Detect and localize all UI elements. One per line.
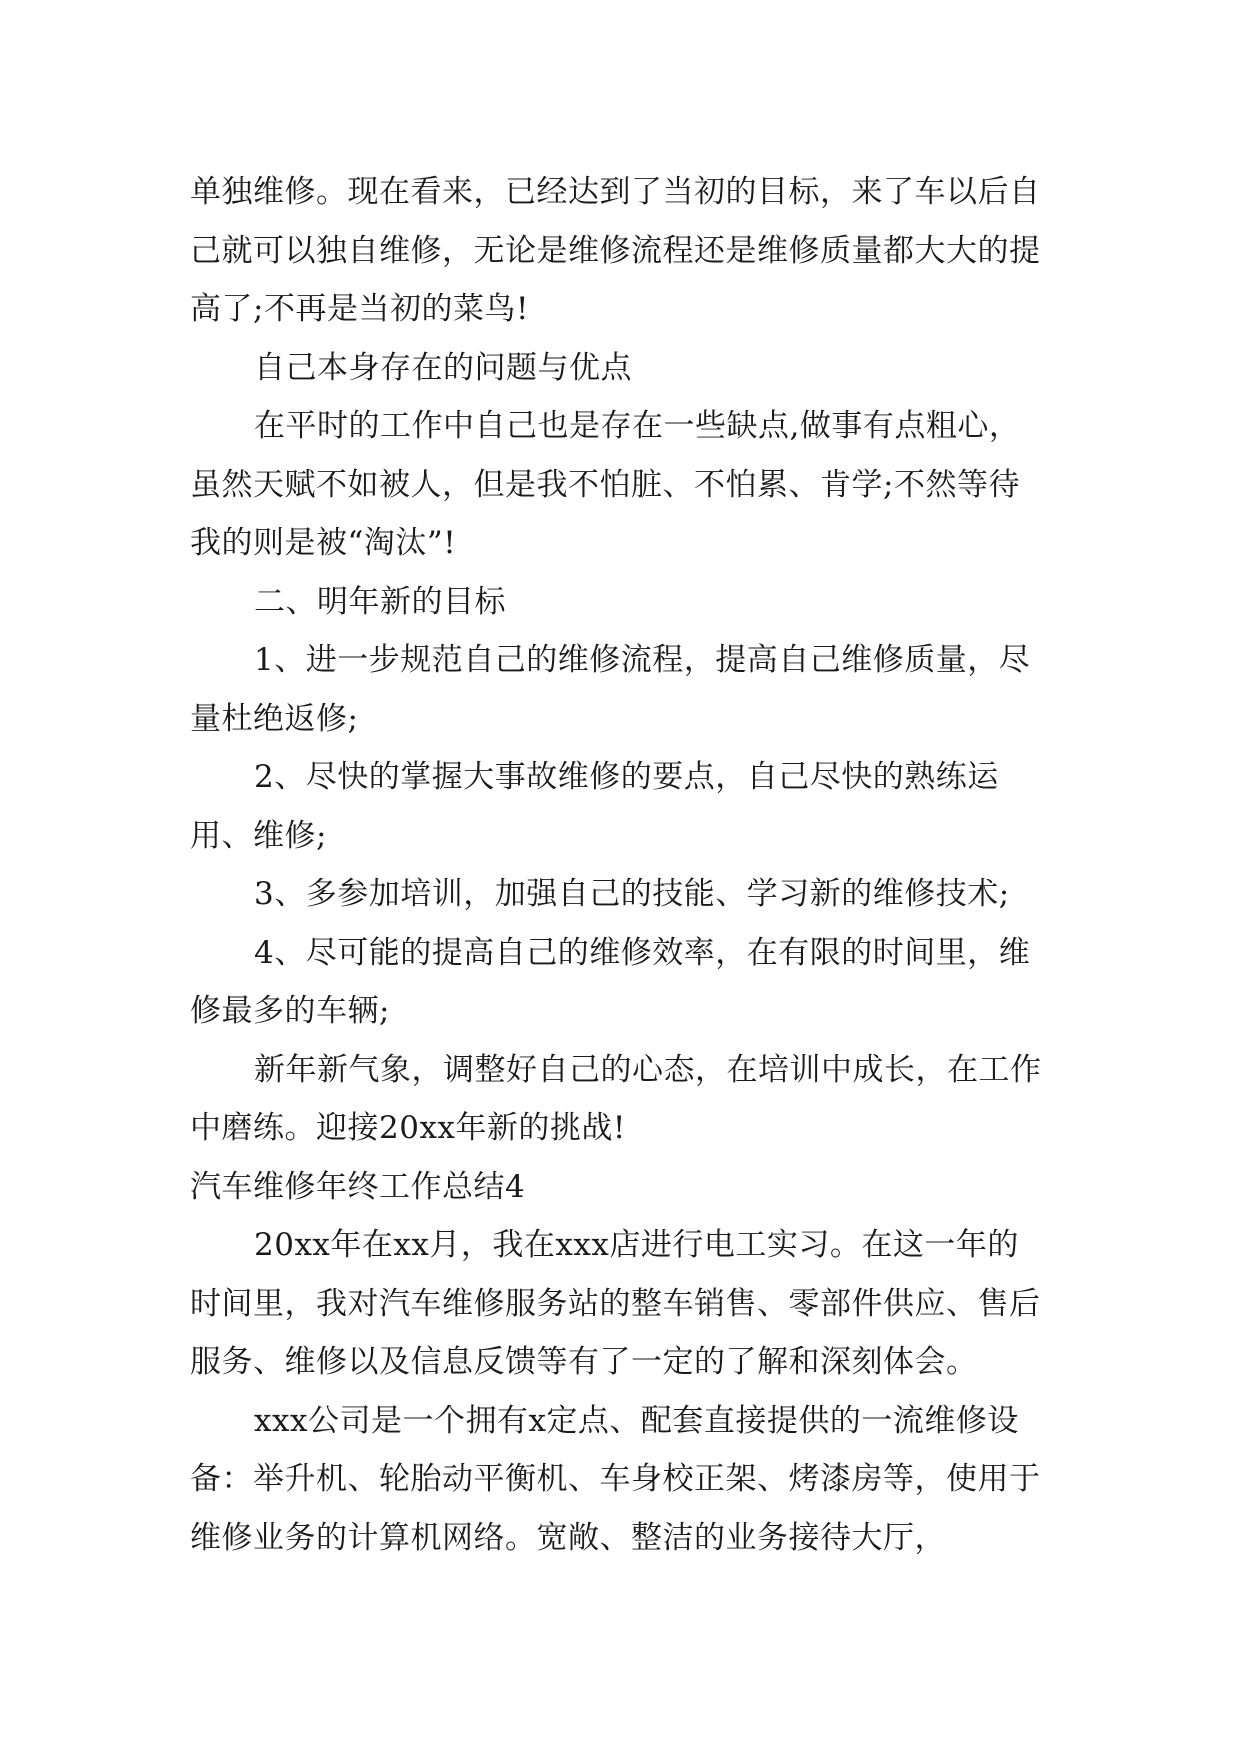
paragraph: 20xx年在xx月，我在xxx店进行电工实习。在这一年的时间里，我对汽车维修服务站的整车销售、零部件供应、售后服务、维修以及信息反馈等有了一定的了解和深刻体会。 (190, 1227, 1041, 1380)
paragraph: 新年新气象，调整好自己的心态，在培训中成长，在工作中磨练。迎接20xx年新的挑战! (190, 1051, 1042, 1146)
paragraph: 单独维修。现在看来，已经达到了当初的目标，来了车以后自己就可以独自维修，无论是维修流程还是维修质量都大大的提高了;不再是当初的菜鸟! (190, 174, 1041, 327)
list-item: 2、尽快的掌握大事故维修的要点，自己尽快的熟练运用、维修; (190, 759, 999, 854)
list-item: 1、进一步规范自己的维修流程，提高自己维修质量，尽量杜绝返修; (190, 642, 1031, 737)
list-item: 4、尽可能的提高自己的维修效率，在有限的时间里，维修最多的车辆; (190, 934, 1031, 1029)
document-body (190, 163, 1050, 1567)
list-item: 3、多参加培训，加强自己的技能、学习新的维修技术; (254, 876, 1010, 912)
paragraph: xxx公司是一个拥有x定点、配套直接提供的一流维修设备：举升机、轮胎动平衡机、车身校正架、烤漆房等，使用于维修业务的计算机网络。宽敞、整洁的业务接待大厅， (190, 1402, 1041, 1556)
paragraph: 在平时的工作中自己也是存在一些缺点,做事有点粗心，虽然天赋不如被人，但是我不怕脏、不怕累、肯学;不然等待我的则是被“淘汰”! (190, 408, 1021, 561)
section-heading: 自己本身存在的问题与优点 (254, 349, 632, 386)
section-heading: 二、明年新的目标 (254, 583, 506, 620)
document-title: 汽车维修年终工作总结4 (190, 1168, 526, 1205)
